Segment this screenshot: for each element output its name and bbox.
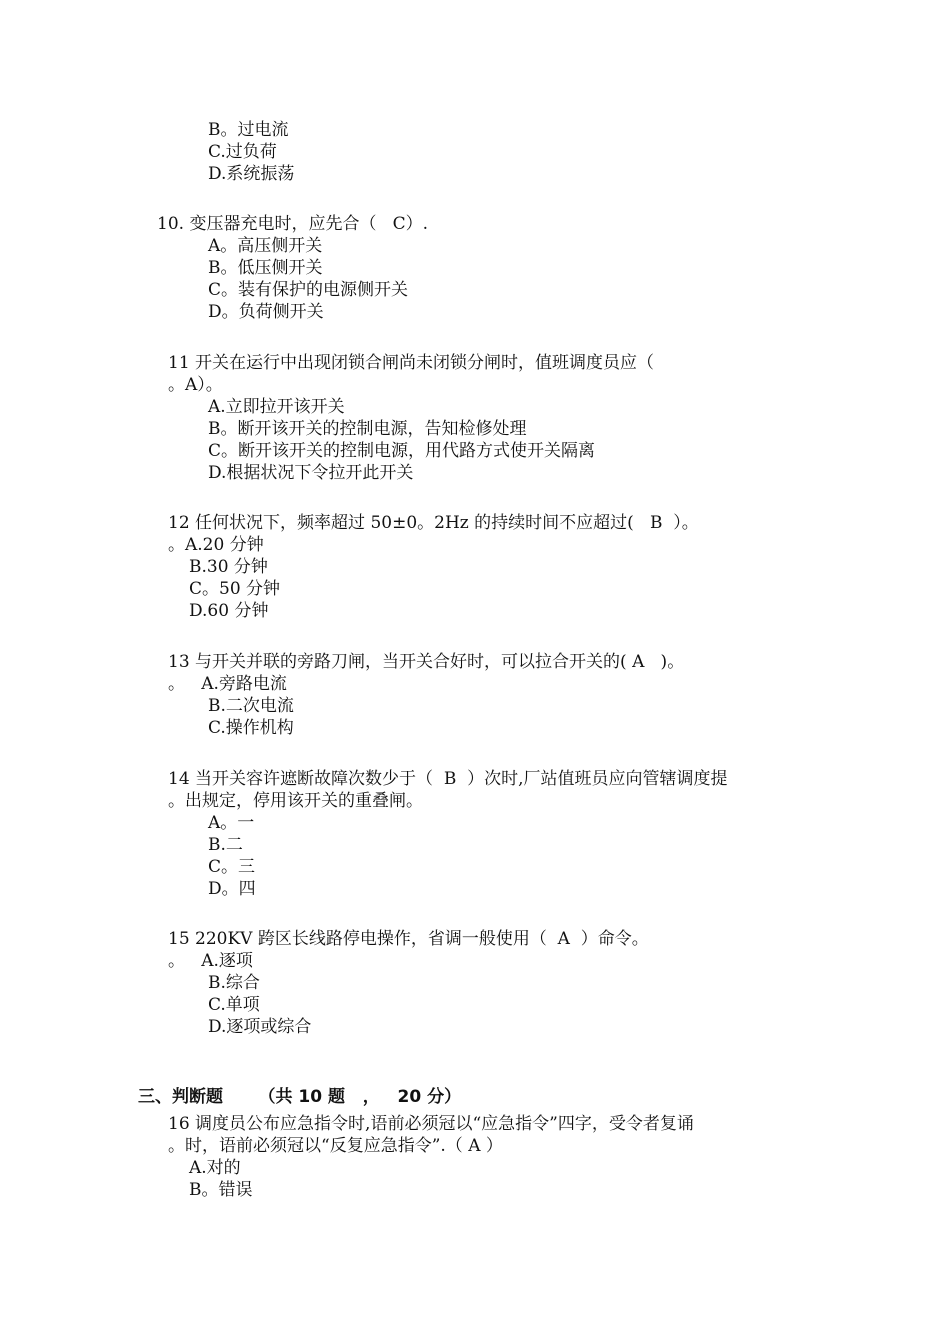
- q16-option-a: A.对的: [189, 1158, 241, 1178]
- q13-stem: 13 与开关并联的旁路刀闸，当开关合好时，可以拉合开关的( A )。: [168, 652, 685, 672]
- q9-option-d: D.系统振荡: [208, 164, 295, 184]
- q14-stem: 14 当开关容许遮断故障次数少于（ B ）次时,厂站值班员应向管辖调度提: [168, 769, 728, 789]
- q10-option-a: A。高压侧开关: [208, 236, 323, 256]
- q10-option-d: D。负荷侧开关: [208, 302, 324, 322]
- q12-option-d: D.60 分钟: [189, 601, 269, 621]
- q11-option-a: A.立即拉开该开关: [208, 397, 345, 417]
- q11-option-d: D.根据状况下令拉开此开关: [208, 463, 414, 483]
- q12-stem-continued: 。A.20 分钟: [168, 535, 264, 555]
- q12-option-c: C。50 分钟: [189, 579, 281, 599]
- q13-option-b: B.二次电流: [208, 696, 294, 716]
- q15-stem-continued: 。 A.逐项: [168, 951, 253, 971]
- q14-option-a: A。一: [208, 813, 255, 833]
- q10-stem: 10. 变压器充电时，应先合（ C）.: [157, 214, 429, 234]
- q15-option-d: D.逐项或综合: [208, 1017, 312, 1037]
- q16-option-b: B。错误: [189, 1180, 253, 1200]
- q16-stem: 16 调度员公布应急指令时,语前必须冠以“应急指令”四字，受令者复诵: [168, 1114, 694, 1134]
- q13-option-c: C.操作机构: [208, 718, 294, 738]
- section-heading-judgement: 三、判断题 （共 10 题 ， 20 分）: [138, 1087, 462, 1107]
- q12-stem: 12 任何状况下，频率超过 50±0。2Hz 的持续时间不应超过( B ）。: [168, 513, 699, 533]
- q15-option-c: C.单项: [208, 995, 260, 1015]
- q11-option-b: B。断开该开关的控制电源，告知检修处理: [208, 419, 527, 439]
- q12-option-b: B.30 分钟: [189, 557, 268, 577]
- q13-stem-continued: 。 A.旁路电流: [168, 674, 287, 694]
- q11-option-c: C。断开该开关的控制电源，用代路方式使开关隔离: [208, 441, 596, 461]
- q14-option-c: C。三: [208, 857, 256, 877]
- q9-option-c: C.过负荷: [208, 142, 277, 162]
- q10-option-c: C。装有保护的电源侧开关: [208, 280, 409, 300]
- q14-stem-continued: 。出规定，停用该开关的重叠闸。: [168, 791, 423, 811]
- q16-stem-continued: 。时，语前必须冠以“反复应急指令”.（ A ）: [168, 1136, 503, 1156]
- q15-stem: 15 220KV 跨区长线路停电操作，省调一般使用（ A ）命令。: [168, 929, 649, 949]
- q11-stem-continued: 。A）。: [168, 375, 223, 395]
- q15-option-b: B.综合: [208, 973, 260, 993]
- q9-option-b: B。过电流: [208, 120, 289, 140]
- q14-option-b: B.二: [208, 835, 243, 855]
- q11-stem: 11 开关在运行中出现闭锁合闸尚未闭锁分闸时，值班调度员应（: [168, 353, 655, 373]
- q14-option-d: D。四: [208, 879, 256, 899]
- q10-option-b: B。低压侧开关: [208, 258, 323, 278]
